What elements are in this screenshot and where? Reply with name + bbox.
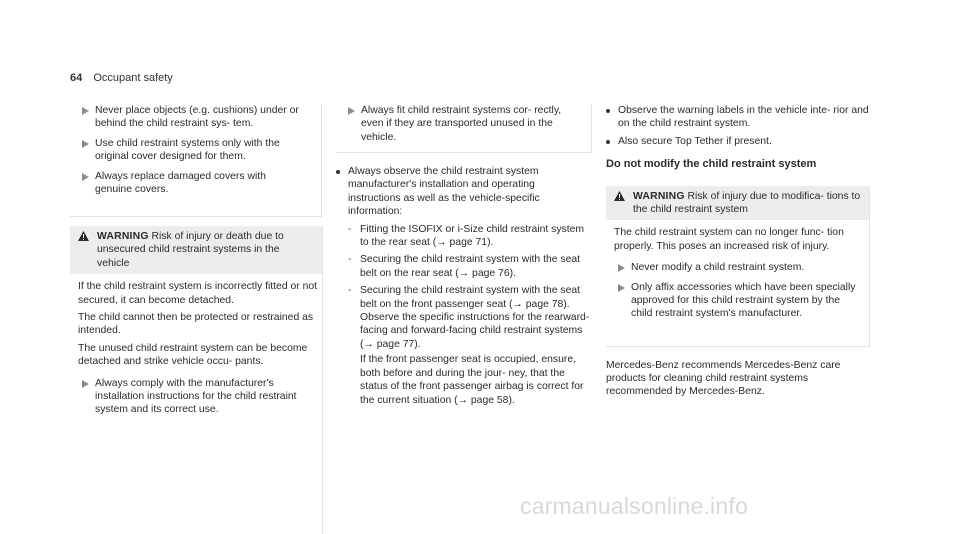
list-item: - Securing the child restraint system with the seat belt on the front passenger seat (→ page 78). Observe the specific instructions for the rearward-facing and forward-facing child restraint systems (→ page 77). <box>348 285 590 350</box>
triangle-bullet-icon <box>618 284 625 292</box>
warning-header <box>606 186 869 221</box>
list-item: Only affix accessories which have been specially approved for this child restraint system by the child restraint system's manufacturer. <box>606 281 869 321</box>
page-number: 64 <box>70 72 83 84</box>
warning-body: The child restraint system can no longer func- tion properly. This poses an increased risk of injury. <box>614 227 844 252</box>
list-item: Use child restraint systems only with the original cover designed for them. <box>70 137 321 164</box>
list-item: Always observe the child restraint system manufacturer's installation and operating instructions as well as the vehicle-specific information: <box>336 165 592 219</box>
list-item: Always comply with the manufacturer's installation instructions for the child restraint system and its correct use. <box>70 377 322 417</box>
followup-text: If the front passenger seat is occupied, ensure, both before and during the jour- ney, that the status of the front passenger airbag is correct for the current situation (→ page 58). <box>360 354 584 406</box>
instructions <box>336 165 592 407</box>
warning-body: If the child restraint system is incorrectly fitted or not secured, it can become detached. The child cannot then be protected or restrained as intended. The unused child restraint system can be become detached and strike vehicle occu- pants. <box>78 281 318 368</box>
warning-box <box>606 186 870 347</box>
watermark: carmanualsonline.info <box>520 493 748 519</box>
triangle-bullet-icon <box>82 107 89 115</box>
notes-box <box>70 104 322 217</box>
list-item: Also secure Top Tether if present. <box>606 135 870 148</box>
list-item: - Fitting the ISOFIX or i-Size child restraint system to the rear seat (→ page 71). <box>348 223 585 249</box>
warning-title: Risk of injury or death due to unsecured child restraint systems in the vehicle <box>97 231 284 269</box>
warning-label: WARNING <box>633 190 685 202</box>
warning-triangle-icon <box>614 191 625 201</box>
triangle-bullet-icon <box>348 107 355 115</box>
list-item: Never modify a child restraint system. <box>606 261 869 274</box>
triangle-bullet-icon <box>82 380 89 388</box>
bullet-dot <box>606 109 610 113</box>
triangle-bullet-icon <box>82 173 89 181</box>
list-item: Observe the warning labels in the vehicle inte- rior and on the child restraint system. <box>606 104 870 131</box>
warning-title: Risk of injury due to modifica- tions to the child restraint system <box>633 190 861 216</box>
column-3 <box>606 104 870 399</box>
list-item: Always fit child restraint systems cor- rectly, even if they are transported unused in the vehicle. <box>336 104 591 144</box>
list-item: - Securing the child restraint system with the seat belt on the rear seat (→ page 76). <box>348 254 581 279</box>
section-title: Occupant safety <box>93 72 173 84</box>
warning-box <box>70 226 323 534</box>
triangle-bullet-icon <box>82 140 89 148</box>
column-1 <box>70 104 322 416</box>
list-item: Always replace damaged covers with genuine covers. <box>70 170 321 197</box>
section-heading: Do not modify the child restraint system <box>606 158 817 171</box>
warning-label: WARNING <box>97 231 149 242</box>
list-item: Never place objects (e.g. cushions) under or behind the child restraint sys- tem. <box>70 104 321 131</box>
bullet-dot <box>606 140 610 144</box>
triangle-bullet-icon <box>618 264 625 272</box>
column-2 <box>336 104 592 407</box>
warning-header <box>70 226 322 274</box>
note-box <box>336 104 592 153</box>
page-header <box>70 72 173 85</box>
closing-text: Mercedes-Benz recommends Mercedes-Benz care products for cleaning child restraint systems recommended by Mercedes-Benz. <box>606 359 841 398</box>
bullet-dot <box>336 170 340 174</box>
warning-triangle-icon <box>78 231 89 241</box>
